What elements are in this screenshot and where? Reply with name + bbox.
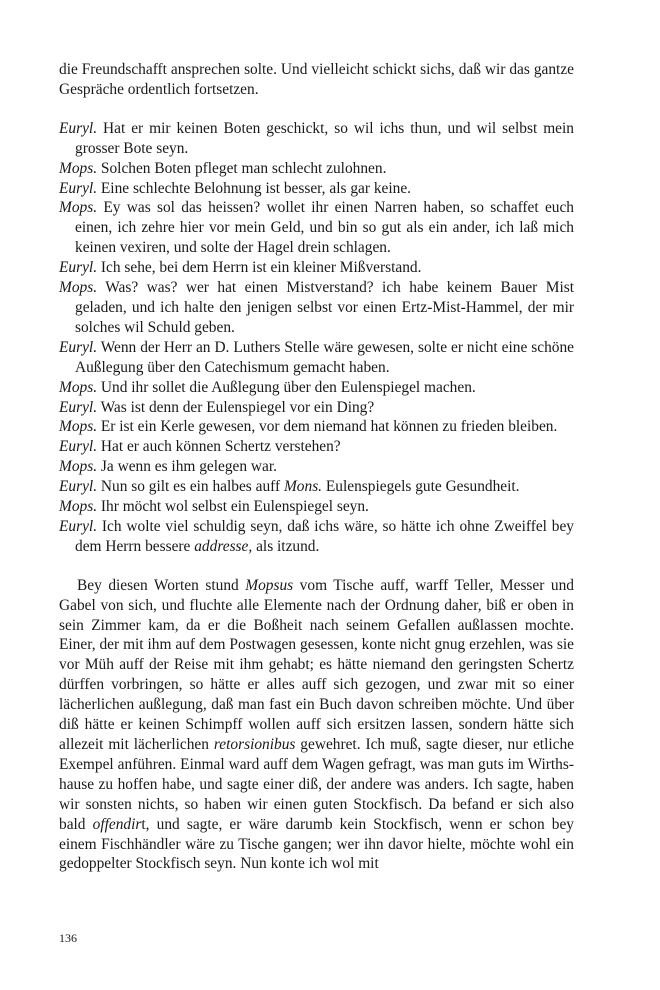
dialogue-line [59,179,574,199]
dialogue-line [59,417,574,437]
dialogue-line [59,437,574,457]
dialogue-line [59,398,574,418]
italic-text: Mopsus [245,576,294,594]
speaker-name: Euryl. [59,179,98,197]
text-segment: gewehret. Ich muß, sagte dieser, nur etliche Exempel anführen. Einmal ward auff dem Wagen gefragt, was man guts im Wirthshause zu hoffen habe, und sagte einer diß, der andere was anders. Ich sagte, haben wir sonsten nichts, so haben wir einen guten Stockfisch. Da befand er sich also bald [59,736,574,833]
speaker-name: Mops. [59,378,98,396]
text-segment: Hat er auch können Schertz verstehen? [97,438,341,456]
dialogue-block [59,119,574,557]
text-segment: Eine schlechte Belohnung ist besser, als gar keine. [97,179,411,197]
text-segment: t, und sagte, er wäre darumb kein Stockfisch, wenn er schon bey einem Fischhändler wäre zu Tische gangen; wer ihn davor hielte, möchte wohl ein gedoppelter Stockfisch seyn. Nun konte ich wol mit [59,815,574,873]
text-segment: Was ist denn der Eulenspiegel vor ein Ding? [97,398,375,416]
italic-text: addresse, [194,537,253,555]
text-segment: Was? was? wer hat einen Mistverstand? ich habe keinem Bauer Mist geladen, und ich halte den jenigen selbst vor einen Ertz-Mist-Hammel, der mir solches wil Schuld geben. [75,279,574,336]
speaker-name: Mops. [59,498,98,516]
speaker-name: Mops. [59,279,98,297]
text-segment: Ich sehe, bei dem Herrn ist ein kleiner Mißverstand. [97,259,422,277]
speaker-name: Euryl. [59,398,98,416]
text-segment: Eulenspiegels gute Gesundheit. [322,478,520,496]
dialogue-line [59,258,574,278]
speaker-name: Euryl. [59,478,98,496]
speaker-name: Euryl. [59,259,98,277]
text-segment: als itzund. [252,537,320,555]
speaker-name: Mops. [59,159,98,177]
italic-text: retorsionibus [213,736,296,753]
lead-paragraph: die Freundschafft ansprechen solte. Und vielleicht schickt sichs, daß wir das gantze Gespräche ordentlich fortsetzen. [59,61,574,98]
dialogue-line [59,517,574,557]
text-segment: Er ist ein Kerle gewesen, vor dem niemand hat können zu frieden bleiben. [97,418,558,436]
dialogue-line [59,159,574,179]
text-segment: vom Tische auff, warff Teller, Messer und Gabel von sich, und fluchte alle Elemente nach der Ordnung daher, biß er oben in sein Zimmer kam, da er die Boßheit nach seinem Gefallen außlassen mochte. Einer, der mit ihm auf dem Postwagen gesessen, konte nicht gnug erzehlen, was sie vor Müh auff der Reise mit ihm gehabt; es hätte niemand den geringsten Schertz dürffen vorbringen, so hätte er alles auff sich gezogen, und zwar mit so einer lächerlichen außlegung, daß man fast ein Buch davon schreiben möchte. Und über diß hätte er keinen Schimpff wollen auff sich ersitzen lassen, sondern hätte sich allezeit mit lächerlichen [59,576,574,753]
speaker-name: Euryl. [59,517,98,535]
dialogue-line [59,457,574,477]
dialogue-line [59,338,574,378]
text-segment: Ey was sol das heissen? wollet ihr einen Narren haben, so schaffet euch einen, ich zehre hier vor mein Geld, und bin so gut als ein ander, ich laß mich keinen vexiren, und solte der Hagel drein schlagen. [75,199,574,257]
dialogue-line [59,119,574,159]
text-segment: Ich wolte viel schuldig seyn, daß ichs wäre, so hätte ich ohne Zweiffel bey dem Herrn bessere [75,517,574,555]
dialogue-line [59,477,574,497]
text-segment: Ja wenn es ihm gelegen war. [97,458,277,476]
page-number: 136 [59,931,77,945]
text-segment: Und ihr sollet die Außlegung über den Eulenspiegel machen. [97,378,476,396]
speaker-name: Euryl. [59,438,98,456]
dialogue-line [59,497,574,517]
speaker-name: Mops. [59,418,98,436]
text-segment: Nun so gilt es ein halbes auff [97,478,284,496]
speaker-name: Mops. [59,199,98,217]
speaker-name: Euryl. [59,338,98,356]
text-segment: Solchen Boten pfleget man schlecht zulohnen. [97,159,387,177]
dialogue-line [59,378,574,398]
page-body [59,60,574,874]
text-segment: Ihr möcht wol selbst ein Eulenspiegel seyn. [97,498,369,516]
narrative-paragraph [59,576,574,875]
italic-text: Mons. [283,478,323,496]
dialogue-line [59,198,574,258]
italic-text: offendir [92,815,142,833]
dialogue-line [59,278,574,338]
speaker-name: Mops. [59,458,98,476]
text-segment: Bey diesen Worten stund [77,576,246,594]
speaker-name: Euryl. [59,119,98,137]
text-segment: Wenn der Herr an D. Luthers Stelle wäre gewesen, solte er nicht eine schöne Außlegung über den Catechismum gemacht haben. [75,338,574,376]
text-segment: Hat er mir keinen Boten geschickt, so wil ichs thun, und wil selbst mein grosser Bote seyn. [75,119,574,157]
